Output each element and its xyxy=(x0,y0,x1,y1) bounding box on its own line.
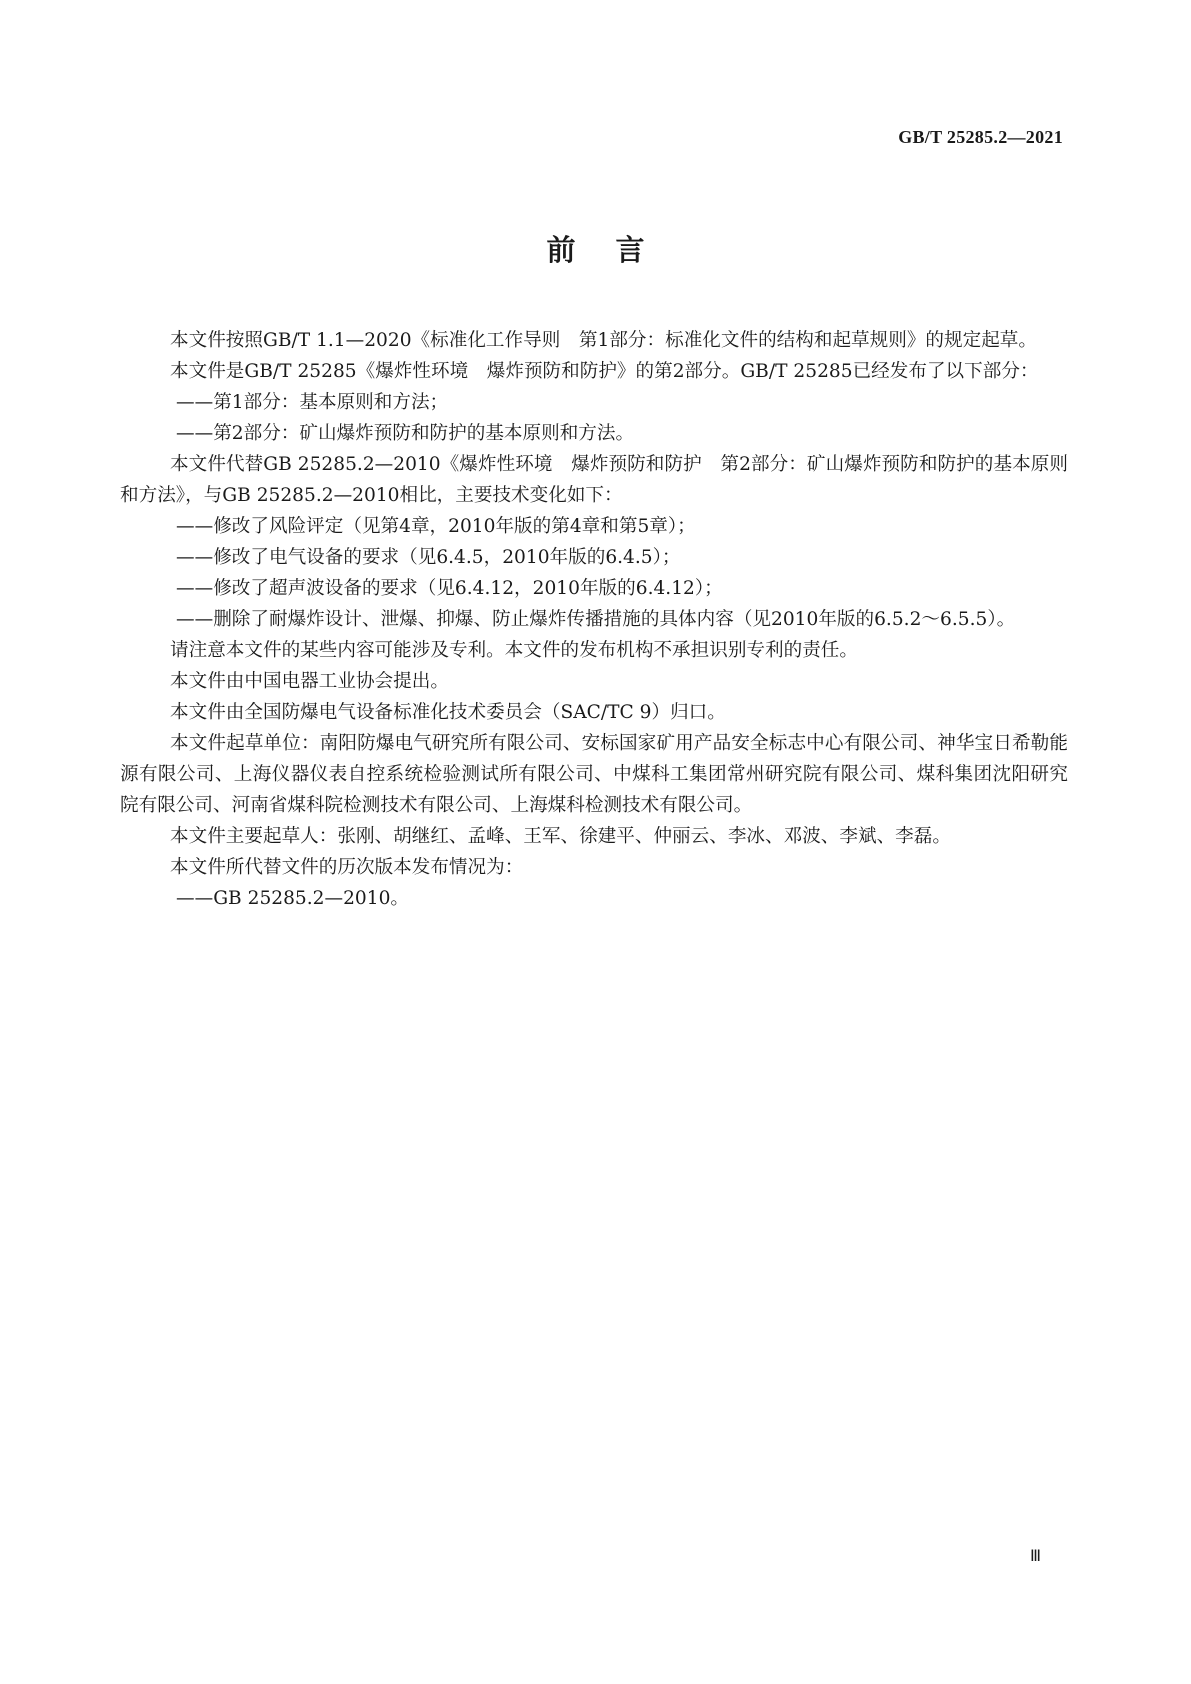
section-title: 前言 xyxy=(546,233,685,267)
page-number: Ⅲ xyxy=(1029,1548,1041,1565)
standard-code: GB/T 25285.2—2021 xyxy=(898,127,1063,147)
list-item: ——第1部分：基本原则和方法； xyxy=(176,392,449,413)
paragraph-part-intro: 本文件是GB/T 25285《爆炸性环境 爆炸预防和防护》的第2部分。GB/T 25285已经发布了以下部分： xyxy=(170,361,1039,382)
list-item: ——修改了超声波设备的要求（见6.4.12，2010年版的6.4.12）； xyxy=(176,578,723,599)
foreword-body xyxy=(120,325,1068,914)
list-item: ——第2部分：矿山爆炸预防和防护的基本原则和方法。 xyxy=(176,423,635,444)
list-item: ——GB 25285.2—2010。 xyxy=(176,888,410,909)
paragraph-drafters: 本文件主要起草人：张刚、胡继红、孟峰、王军、徐建平、仲丽云、李冰、邓波、李斌、李磊。 xyxy=(170,826,951,847)
list-item: ——修改了电气设备的要求（见6.4.5，2010年版的6.4.5）； xyxy=(176,547,681,568)
paragraph-patent-notice: 请注意本文件的某些内容可能涉及专利。本文件的发布机构不承担识别专利的责任。 xyxy=(170,640,858,661)
paragraph-drafting-units: 本文件起草单位：南阳防爆电气研究所有限公司、安标国家矿用产品安全标志中心有限公司、神华宝日希勒能源有限公司、上海仪器仪表自控系统检验测试所有限公司、中煤科工集团常州研究院有限公司、煤科集团沈阳研究院有限公司、河南省煤科院检测技术有限公司、上海煤科检测技术有限公司。 xyxy=(120,733,1068,816)
paragraph-basis: 本文件按照GB/T 1.1—2020《标准化工作导则 第1部分：标准化文件的结构和起草规则》的规定起草。 xyxy=(170,330,1037,351)
paragraph-history: 本文件所代替文件的历次版本发布情况为： xyxy=(170,857,524,878)
paragraph-replacement: 本文件代替GB 25285.2—2010《爆炸性环境 爆炸预防和防护 第2部分：矿山爆炸预防和防护的基本原则和方法》，与GB 25285.2—2010相比，主要技术变化如下： xyxy=(120,454,1068,506)
list-item: ——修改了风险评定（见第4章，2010年版的第4章和第5章）； xyxy=(176,516,696,537)
list-item: ——删除了耐爆炸设计、泄爆、抑爆、防止爆炸传播措施的具体内容（见2010年版的6.5.2～6.5.5）。 xyxy=(176,609,1016,630)
paragraph-committee: 本文件由全国防爆电气设备标准化技术委员会（SAC/TC 9）归口。 xyxy=(170,702,726,723)
paragraph-proposer: 本文件由中国电器工业协会提出。 xyxy=(170,671,449,692)
